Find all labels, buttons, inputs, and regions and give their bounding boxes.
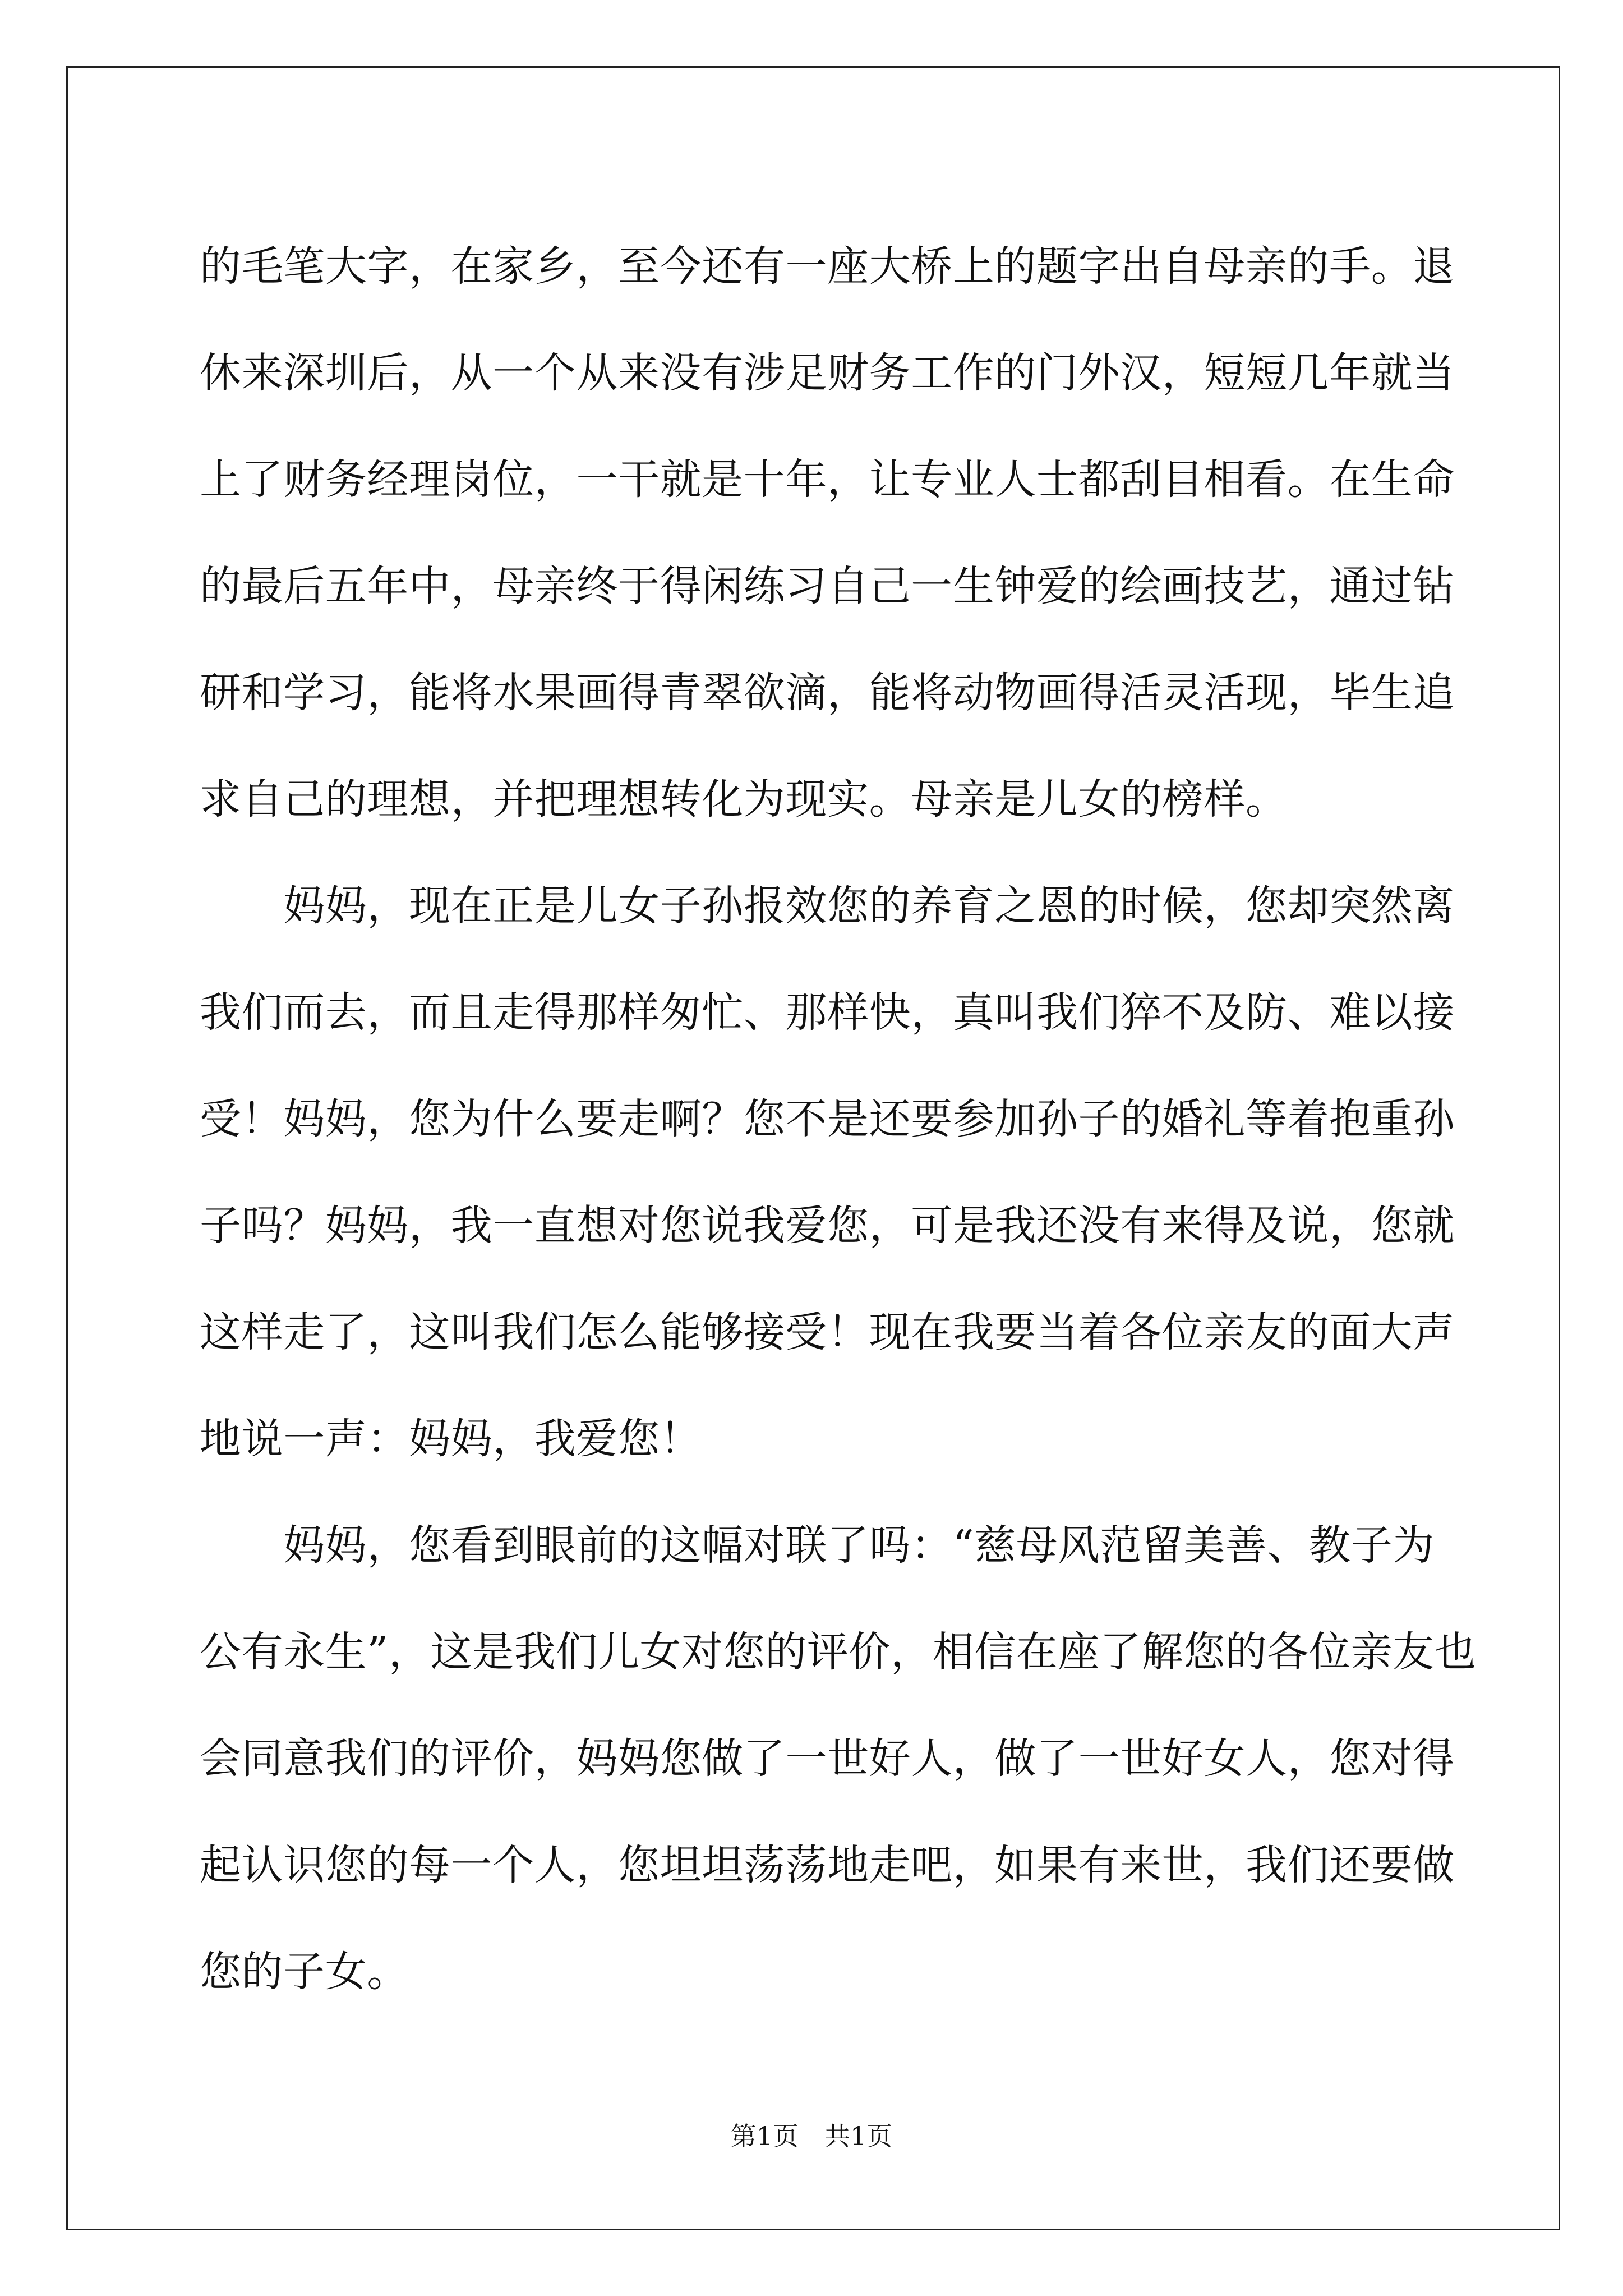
text-line: 研和学习，能将水果画得青翠欲滴，能将动物画得活灵活现，毕生追 xyxy=(200,669,1455,717)
text-line: 休来深圳后，从一个从来没有涉足财务工作的门外汉，短短几年就当 xyxy=(200,349,1455,397)
text-line: 公有永生”，这是我们儿女对您的评价，相信在座了解您的各位亲友也 xyxy=(200,1628,1477,1676)
text-line: 我们而去，而且走得那样匆忙、那样快，真叫我们猝不及防、难以接 xyxy=(200,988,1455,1037)
document-body xyxy=(200,213,1477,2025)
text-line: 上了财务经理岗位，一干就是十年，让专业人士都刮目相看。在生命 xyxy=(200,455,1455,504)
text-line: 妈妈，您看到眼前的这幅对联了吗：“慈母风范留美善、教子为 xyxy=(200,1521,1435,1570)
text-line: 您的子女。 xyxy=(200,1948,409,1996)
paragraph-2 xyxy=(200,853,1455,1492)
text-line: 受！妈妈，您为什么要走啊？您不是还要参加孙子的婚礼等着抱重孙 xyxy=(200,1095,1455,1143)
text-line: 的毛笔大字，在家乡，至今还有一座大桥上的题字出自母亲的手。退 xyxy=(200,242,1455,291)
paragraph-3 xyxy=(200,1492,1477,2025)
paragraph-1 xyxy=(200,213,1455,853)
text-line: 妈妈，现在正是儿女子孙报效您的养育之恩的时候，您却突然离 xyxy=(200,882,1455,930)
text-line: 地说一声：妈妈，我爱您！ xyxy=(200,1415,702,1463)
text-line: 这样走了，这叫我们怎么能够接受！现在我要当着各位亲友的面大声 xyxy=(200,1308,1455,1356)
text-line: 求自己的理想，并把理想转化为现实。母亲是儿女的榜样。 xyxy=(200,775,1288,823)
text-line: 起认识您的每一个人，您坦坦荡荡地走吧，如果有来世，我们还要做 xyxy=(200,1841,1455,1889)
text-line: 会同意我们的评价，妈妈您做了一世好人，做了一世好女人，您对得 xyxy=(200,1734,1455,1783)
text-line: 的最后五年中，母亲终于得闲练习自己一生钟爱的绘画技艺，通过钻 xyxy=(200,562,1455,610)
page-number-footer: 第1页 共1页 xyxy=(730,2121,893,2151)
text-line: 子吗？妈妈，我一直想对您说我爱您，可是我还没有来得及说，您就 xyxy=(200,1202,1455,1250)
